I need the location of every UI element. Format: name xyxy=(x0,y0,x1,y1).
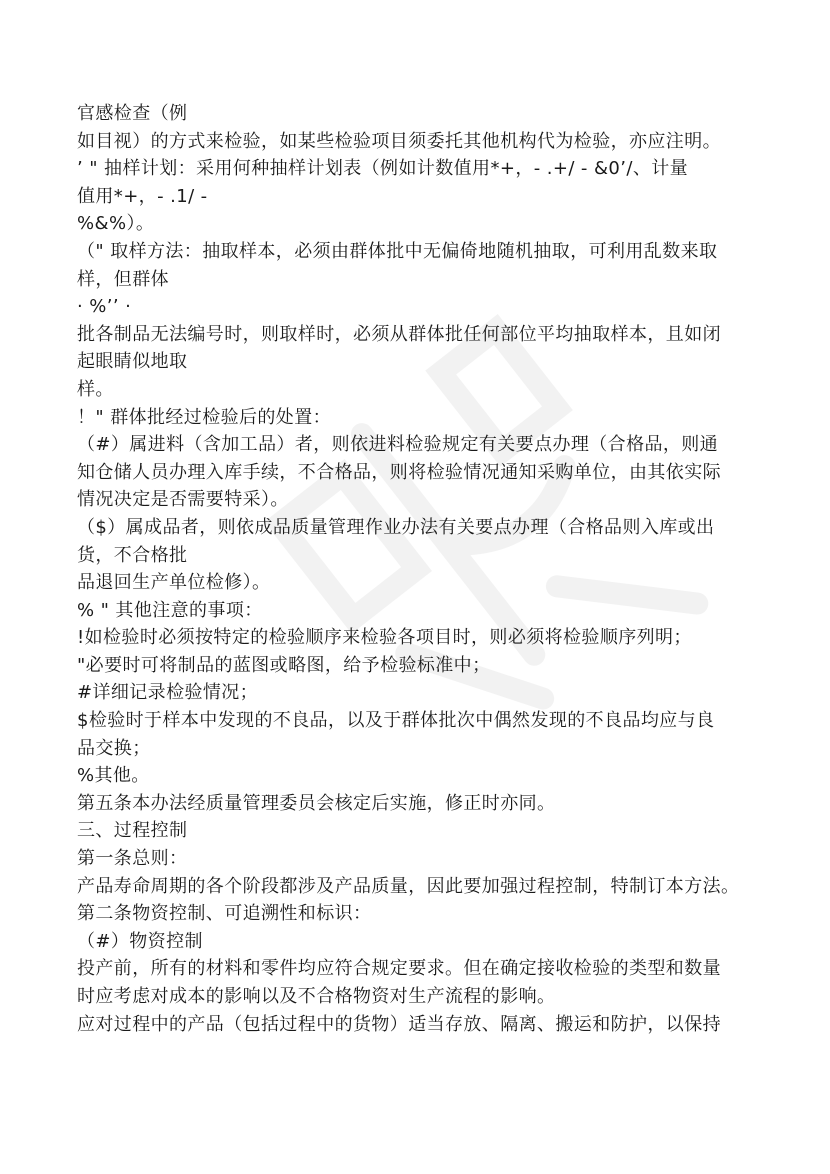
text-line: 第一条总则： xyxy=(77,848,188,870)
text-line: #详细记录检验情况； xyxy=(77,682,259,704)
text-line: ！" 群体批经过检验后的处置： xyxy=(77,406,331,428)
section-heading: 三、过程控制 xyxy=(77,820,188,842)
text-line: 第五条本办法经质量管理委员会核定后实施，修正时亦同。 xyxy=(77,792,556,814)
text-line: 知仓储人员办理入库手续，不合格品，则将检验情况通知采购单位，由其依实际 xyxy=(77,461,721,483)
document-body xyxy=(77,100,767,1038)
text-line: （#）物资控制 xyxy=(77,930,203,952)
text-line: 产品寿命周期的各个阶段都涉及产品质量，因此要加强过程控制，特制订本方法。 xyxy=(77,875,740,897)
text-line: 批各制品无法编号时，则取样时，必须从群体批任何部位平均抽取样本，且如闭 xyxy=(77,323,721,345)
text-line: （#）属进料（含加工品）者，则依进料检验规定有关要点办理（合格品，则通 xyxy=(77,434,719,456)
text-line: 货，不合格批 xyxy=(77,544,188,566)
text-line: 情况决定是否需要特采）。 xyxy=(77,489,289,511)
text-line: %其他。 xyxy=(77,765,150,787)
text-line: ’ " 抽样计划：采用何种抽样计划表（例如计数值用*+，- .+/ - &0’/、计量 xyxy=(77,158,689,180)
text-line: · %’’ · xyxy=(77,296,132,318)
text-line: 投产前，所有的材料和零件均应符合规定要求。但在确定接收检验的类型和数量 xyxy=(77,958,721,980)
text-line: %&%）。 xyxy=(77,213,155,235)
text-line: 如目视）的方式来检验，如某些检验项目须委托其他机构代为检验，亦应注明。 xyxy=(77,130,721,152)
text-line: 样。 xyxy=(77,378,114,400)
text-line: 官感检查（例 xyxy=(77,103,188,124)
text-line: 应对过程中的产品（包括过程中的货物）适当存放、隔离、搬运和防护，以保持 xyxy=(77,1013,721,1035)
text-line: （$）属成品者，则依成品质量管理作业办法有关要点办理（合格品则入库或出 xyxy=(77,516,715,538)
text-line: 值用*+，- .1/ - xyxy=(77,185,208,207)
text-line: % " 其他注意的事项： xyxy=(77,599,263,621)
text-line: 时应考虑对成本的影响以及不合格物资对生产流程的影响。 xyxy=(77,986,556,1007)
text-line: 起眼睛似地取 xyxy=(77,351,188,373)
text-line: !如检验时必须按特定的检验顺序来检验各项目时，则必须将检验顺序列明； xyxy=(77,627,692,649)
text-line: 品交换； xyxy=(77,737,151,759)
text-line: $检验时于样本中发现的不良品，以及于群体批次中偶然发现的不良品均应与良 xyxy=(77,710,715,732)
text-line: 样，但群体 xyxy=(77,268,169,290)
text-line: "必要时可将制品的蓝图或略图，给予检验标准中； xyxy=(77,654,491,676)
text-line: 品退回生产单位检修）。 xyxy=(77,572,271,594)
text-line: （" 取样方法：抽取样本，必须由群体批中无偏倚地随机抽取，可利用乱数来取 xyxy=(77,240,718,262)
text-line: 第二条物资控制、可追溯性和标识： xyxy=(77,903,372,925)
